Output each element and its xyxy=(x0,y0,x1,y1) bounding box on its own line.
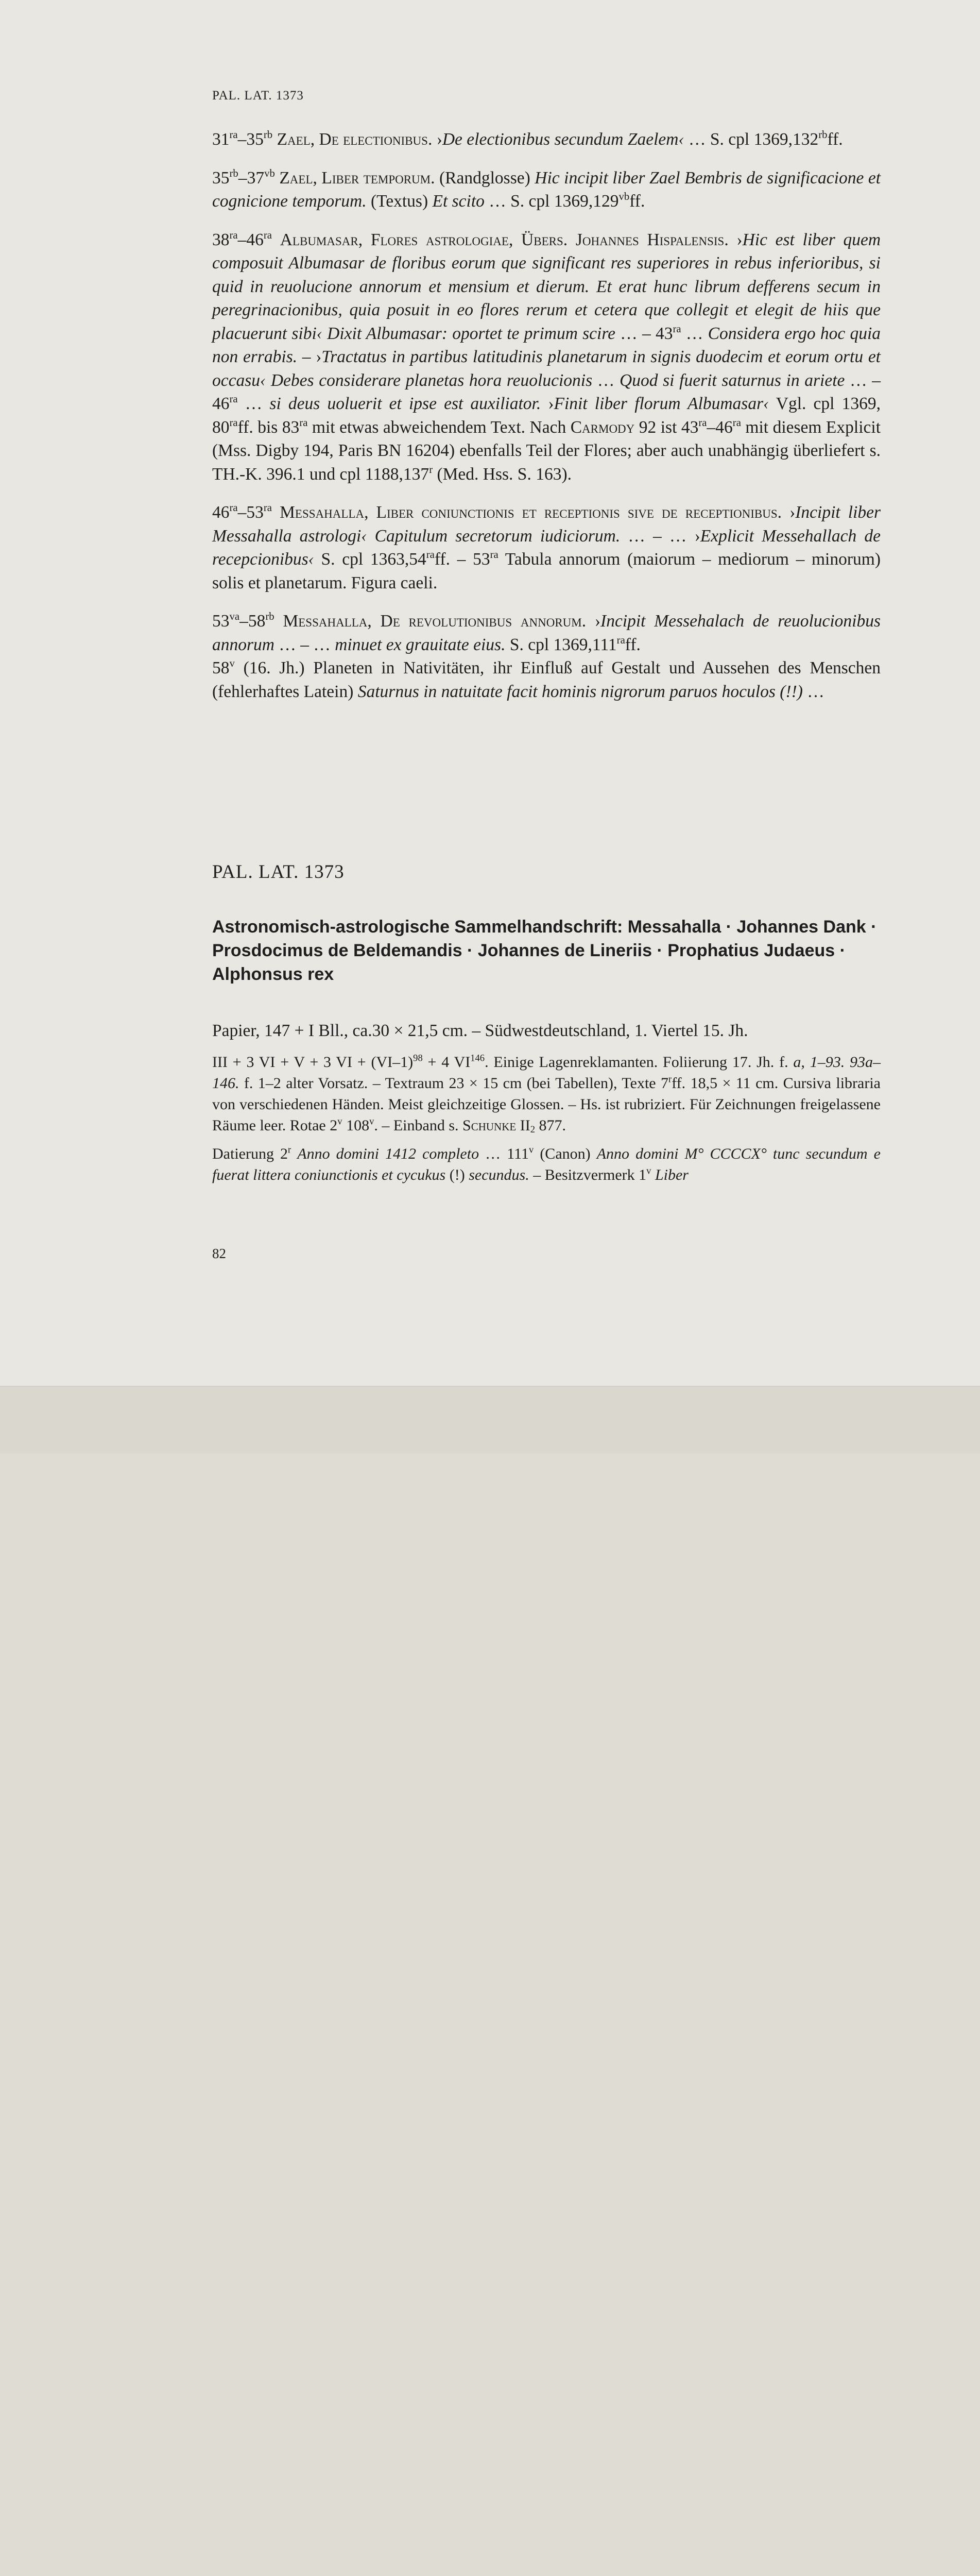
dating-paragraph: Datierung 2$^r$ Anno domini 1412 completo … 111$^v$ (Canon) Anno domini M° CCCCX° tunc secundum e fuerat littera coniunctionis et cycukus (!) secundus. – Besitzvermerk 1$^v$ Liber xyxy=(212,1144,881,1183)
entry-author: Messahalla xyxy=(280,503,365,522)
entry-translator: Übers. Johannes Hispalensis xyxy=(521,230,725,249)
entry-zael-de-electionibus: $31^{ra}-35^{rb}$ Zael, De electionibus. ›De electionibus secundum Zaelem‹ … S. cpl $1369,132^{rb}ff$. xyxy=(212,129,843,149)
running-head: PAL. LAT. 1373 xyxy=(212,89,304,103)
entry-messahalla-liber-coniunctionis: $46^{ra}-53^{ra}$ Messahalla, Liber coniunctionis et receptionis sive de receptionibus. ›Incipit liber Messahalla astrologi‹ Capitulum secretorum iudiciorum. … – … ›Explicit Messehallach de recepcionibus‹ S. cpl $1363,54^{ra}ff$. – $53^{ra}$ Tabula annorum (maiorum – mediorum – minorum) solis et planetarum. Figura caeli. xyxy=(212,502,881,592)
viewer-footer xyxy=(0,1386,980,1453)
entry-albumasar-flores: $38^{ra}-46^{ra}$ Albumasar, Flores astrologiae, Übers. Johannes Hispalensis. ›Hic est liber quem composuit Albumasar de floribus eorum que significant res superiores in rebus inferioribus, si quid in reuolucione annorum et mensium et dierum. Et erat hunc librum defferens secum in peregrinacionibus, quia posuit in eo flores rerum et cetera que collegit et elegit de hiis que placuerunt sibi‹ Dixit Albumasar: oportet te primum scire … – $43^{ra}$ … Considera ergo hoc quia non errabis. – ›Tractatus in partibus latitudinis planetarum in signis duodecim et eorum ortu et occasu‹ Debes considerare planetas hora reuolucionis … Quod si fuerit saturnus in ariete … – $46^{ra}$ … si deus uoluerit et ipse est auxiliator. ›Finit liber florum Albumasar‹ Vgl. cpl 1369, $80^{ra}ff$. bis $83^{ra}$ mit etwas abweichendem Text. Nach Carmody 92 ist $43^{ra}-46^{ra}$ mit diesem Explicit (Mss. Digby 194, Paris BN 16204) ebenfalls Teil der Flores; aber auch unabhängig überliefert s. TH.-K. 396.1 und cpl 1188,137$^r$ (Med. Hss. S. 163). xyxy=(212,229,881,484)
entry-title: Liber temporum xyxy=(321,168,431,188)
entry-title: De revolutionibus annorum xyxy=(380,612,582,631)
manuscript-heading: Astronomisch-astrologische Sammelhandschrift: Messahalla · Johannes Dank · Prosdocimus de Beldemandis · Johannes de Lineriis · Prophatius Judaeus · Alphonsus rex xyxy=(212,917,877,984)
entry-title: De electionibus xyxy=(319,130,428,149)
physical-description: Papier, 147 + I Bll., ca.30 × 21,5 cm. – Südwestdeutschland, 1. Viertel 15. Jh. xyxy=(212,1021,748,1040)
entry-author: Albumasar xyxy=(280,230,358,249)
page-number: 82 xyxy=(212,1246,226,1261)
entry-title: Flores astrologiae xyxy=(370,230,509,249)
entry-author: Messahalla xyxy=(283,612,368,631)
entry-zael-liber-temporum: $35^{rb}-37^{vb}$ Zael, Liber temporum. (Randglosse) Hic incipit liber Zael Bembris de significacione et cognicione temporum. (Textus) Et scito … S. cpl $1369,129^{vb}ff$. xyxy=(212,167,881,211)
entry-messahalla-de-revolutionibus: $53^{va}-58^{rb}$ Messahalla, De revolutionibus annorum. ›Incipit Messehalach de reuolucionibus annorum … – … minuet ex grauitate eius. S. cpl $1369,111^{ra}ff$. xyxy=(212,611,881,654)
entry-author: Zael xyxy=(277,130,311,149)
collation-paragraph: III + 3 VI + V + 3 VI + $(VI-1)^{98} + 4$ VI$^{146}$. Einige Lagenreklamanten. Foliierung 17. Jh. f. a, 1–93. 93a–146. f. 1–2 alter Vorsatz. – Textraum 23 × 15 cm (bei Tabellen), Texte 7$^r$ff. 18,5 × 11 cm. Cursiva libraria von verschiedenen Händen. Meist gleichzeitige Glossen. – Hs. ist rubriziert. Für Zeichnungen freigelassene Räume leer. Rotae 2$^v$ 108$^v$. – Einband s. Schunke $II_2$ 877. xyxy=(212,1053,881,1136)
entry-author: Zael xyxy=(279,168,313,188)
section-title: PAL. LAT. 1373 xyxy=(212,861,345,883)
entry-list xyxy=(212,128,881,703)
entry-title: Liber coniunctionis et receptionis sive de receptionibus xyxy=(376,503,778,522)
manuscript-description xyxy=(212,860,881,1185)
entry-planeten-in-nativitaeten: 58$^v$ (16. Jh.) Planeten in Nativitäten, ihr Einfluß auf Gestalt und Aussehen des Menschen (fehlerhaftes Latein) Saturnus in natuitate facit hominis nigrorum paruos hoculos (!!) … xyxy=(212,657,881,701)
